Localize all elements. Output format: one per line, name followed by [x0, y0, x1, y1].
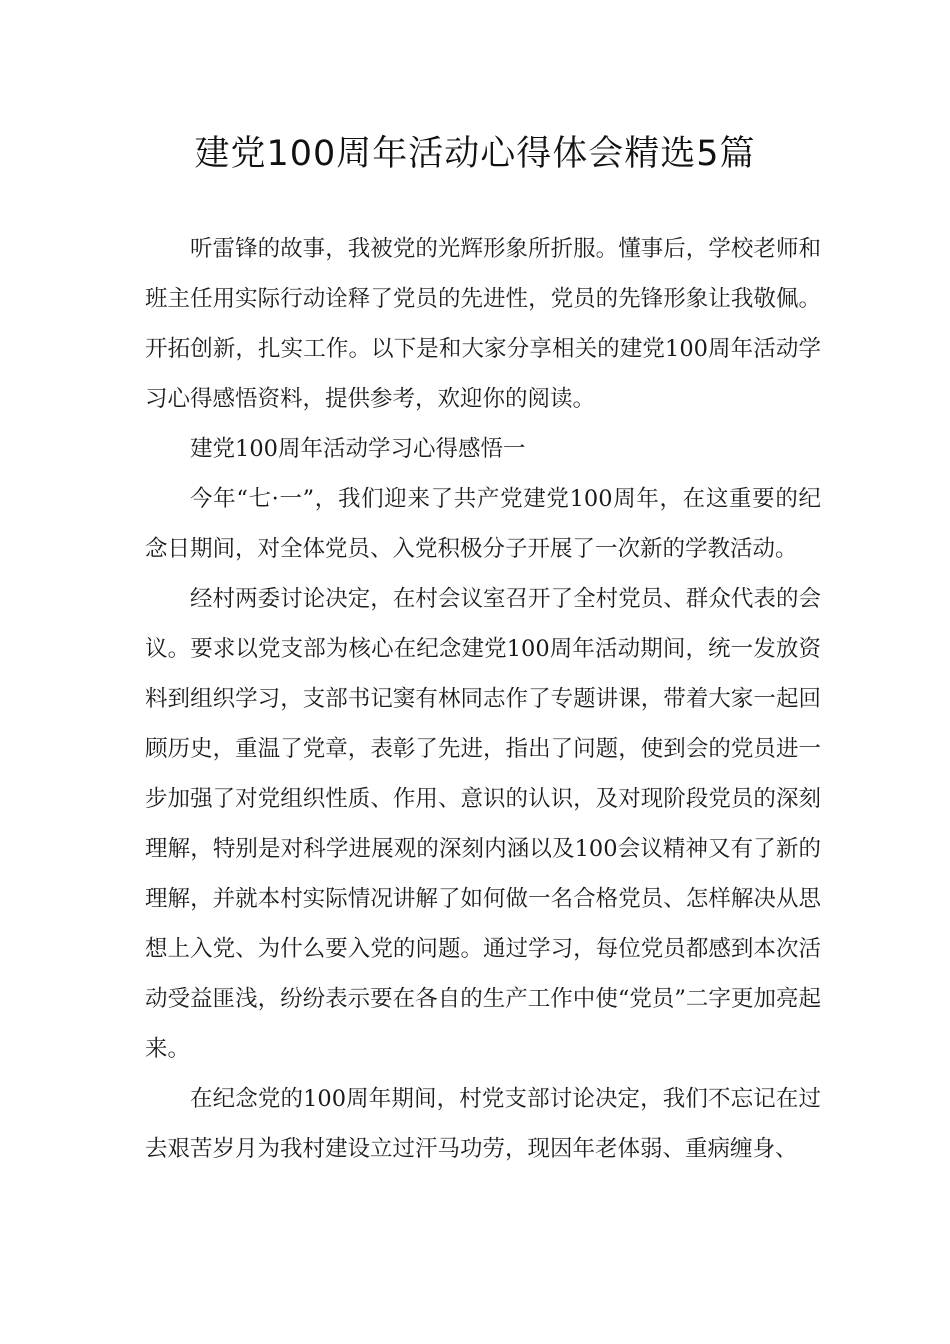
- document-body: [145, 224, 821, 1174]
- body-paragraph: 今年“七·一”，我们迎来了共产党建党100周年，在这重要的纪念日期间，对全体党员、入党积极分子开展了一次新的学教活动。: [145, 486, 821, 562]
- intro-paragraph: 听雷锋的故事，我被党的光辉形象所折服。懂事后，学校老师和班主任用实际行动诠释了党员的先进性，党员的先锋形象让我敬佩。开拓创新，扎实工作。以下是和大家分享相关的建党100周年活动学习心得感悟资料，提供参考，欢迎你的阅读。: [145, 236, 821, 412]
- section-heading: 建党100周年活动学习心得感悟一: [190, 436, 526, 462]
- body-paragraph: 在纪念党的100周年期间，村党支部讨论决定，我们不忘记在过去艰苦岁月为我村建设立过汗马功劳，现因年老体弱、重病缠身、: [145, 1086, 821, 1162]
- document-title: 建党100周年活动心得体会精选5篇: [194, 134, 756, 174]
- body-paragraph: 经村两委讨论决定，在村会议室召开了全村党员、群众代表的会议。要求以党支部为核心在纪念建党100周年活动期间，统一发放资料到组织学习，支部书记窦有林同志作了专题讲课，带着大家一起回顾历史，重温了党章，表彰了先进，指出了问题，使到会的党员进一步加强了对党组织性质、作用、意识的认识，及对现阶段党员的深刻理解，特别是对科学进展观的深刻内涵以及100会议精神又有了新的理解，并就本村实际情况讲解了如何做一名合格党员、怎样解决从思想上入党、为什么要入党的问题。通过学习，每位党员都感到本次活动受益匪浅，纷纷表示要在各自的生产工作中使“党员”二字更加亮起来。: [145, 586, 821, 1062]
